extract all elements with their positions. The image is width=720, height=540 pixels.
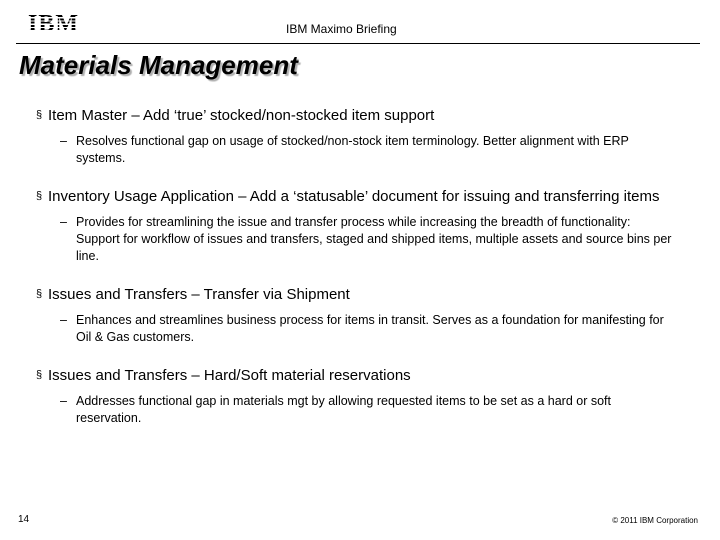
bullet-text: Item Master – Add ‘true’ stocked/non-stocked item support (48, 107, 435, 124)
dash-bullet-icon: – (60, 134, 67, 148)
sub-bullet-text: Addresses functional gap in materials mgt by allowing requested items to be set as a hard or soft reservation. (76, 394, 612, 425)
bullet-item-2 (36, 187, 686, 265)
header-title: IBM Maximo Briefing (286, 22, 397, 36)
square-bullet-icon: § (36, 288, 43, 300)
bullet-text: Inventory Usage Application – Add a ‘statusable’ document for issuing and transferring items (48, 188, 660, 205)
header-divider (16, 43, 700, 44)
sub-bullet-text: Provides for streamlining the issue and transfer process while increasing the breadth of functionality: Support for workflow of issues and transfers, staged and shipped items, multiple assets and source bins per line. (76, 215, 672, 263)
sub-bullet-text: Enhances and streamlines business process for items in transit. Serves as a foundation for manifesting for Oil & Gas customers. (76, 313, 664, 344)
square-bullet-icon: § (36, 109, 43, 121)
dash-bullet-icon: – (60, 215, 67, 229)
copyright: © 2011 IBM Corporation (612, 516, 698, 525)
square-bullet-icon: § (36, 369, 43, 381)
bullet-text: Issues and Transfers – Transfer via Shipment (48, 286, 350, 303)
bullet-item-1 (36, 106, 686, 167)
page-title: Materials Management (19, 50, 298, 80)
bullet-item-3 (36, 285, 686, 346)
bullet-item-4 (36, 366, 686, 427)
square-bullet-icon: § (36, 190, 43, 202)
ibm-logo: IBM (28, 11, 79, 37)
bullet-text: Issues and Transfers – Hard/Soft material reservations (48, 367, 411, 384)
dash-bullet-icon: – (60, 313, 67, 327)
page-number: 14 (18, 514, 30, 525)
bullet-list (36, 106, 686, 427)
dash-bullet-icon: – (60, 394, 67, 408)
sub-bullet-text: Resolves functional gap on usage of stocked/non-stock item terminology. Better alignment with ERP systems. (76, 134, 629, 165)
